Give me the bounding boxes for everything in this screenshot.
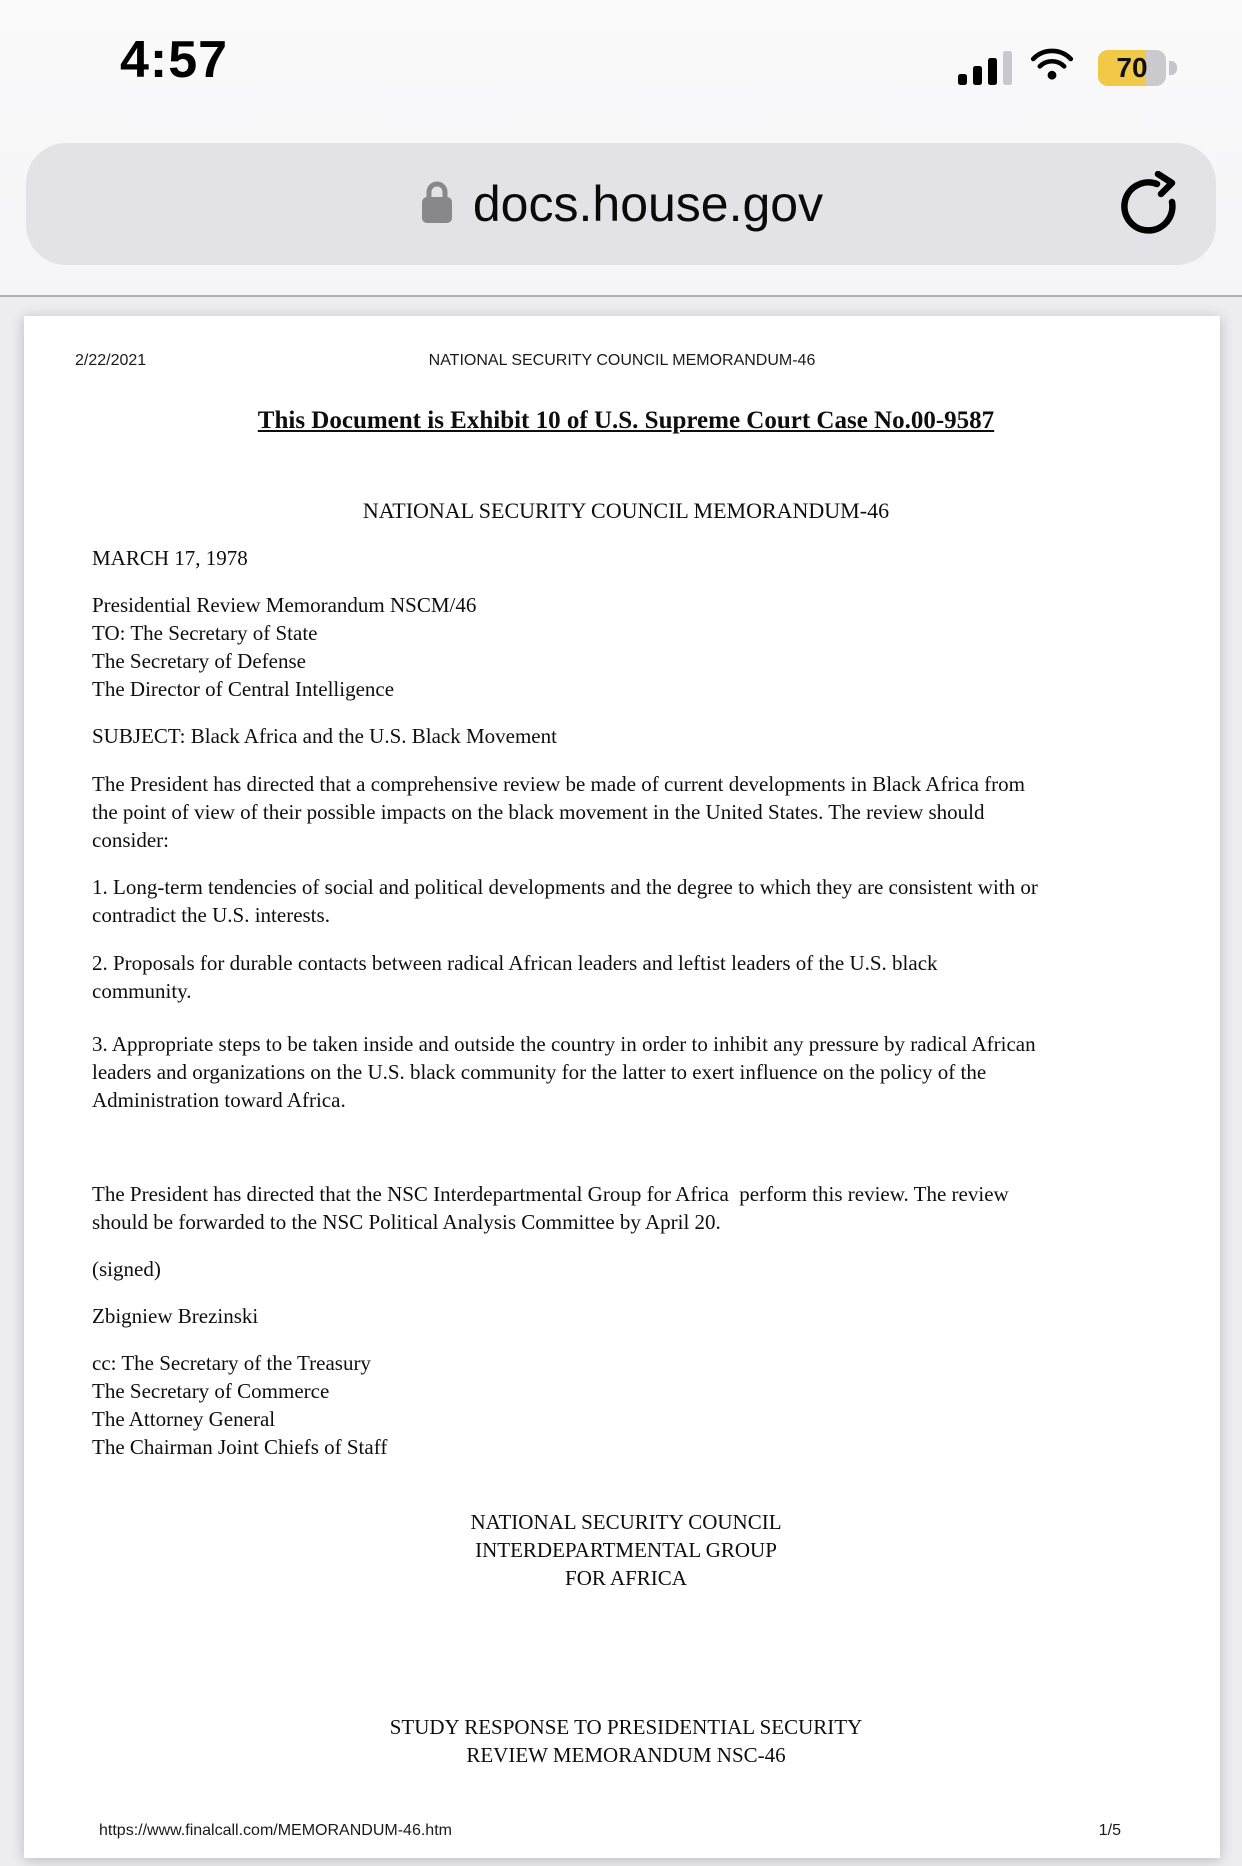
browser-chrome [0, 0, 1242, 297]
memo-signed: (signed) [92, 1257, 161, 1281]
battery-cap [1169, 61, 1177, 75]
print-header-date: 2/22/2021 [75, 352, 147, 369]
status-time: 4:57 [120, 31, 229, 89]
web-page-viewport[interactable] [0, 297, 1242, 1866]
address-domain: docs.house.gov [472, 176, 824, 232]
battery-percent: 70 [1116, 52, 1148, 83]
document-body [24, 316, 1220, 1769]
exhibit-title: This Document is Exhibit 10 of U.S. Supreme Court Case No.00-9587 [257, 407, 995, 434]
battery-icon [1098, 50, 1166, 86]
memo-signature: Zbigniew Brezinski [92, 1304, 259, 1328]
document-page [24, 316, 1220, 1858]
cellular-signal-icon [958, 49, 1020, 85]
memo-item-2: 2. Proposals for durable contacts between radical African leaders and leftist leaders of the U.S. black community. [92, 951, 938, 1003]
memo-addressees: Presidential Review Memorandum NSCM/46 TO: The Secretary of State The Secretary of Defense The Director of Central Intelligence [92, 593, 477, 701]
memo-title: NATIONAL SECURITY COUNCIL MEMORANDUM-46 [362, 498, 890, 523]
lock-icon [419, 177, 455, 232]
print-footer-page: 1/5 [1098, 1822, 1121, 1839]
memo-cc-list: cc: The Secretary of the Treasury The Secretary of Commerce The Attorney General The Chairman Joint Chiefs of Staff [92, 1351, 388, 1459]
memo-item-1: 1. Long-term tendencies of social and political developments and the degree to which they are consistent with or contradict the U.S. interests. [92, 875, 1038, 927]
memo-item-3: 3. Appropriate steps to be taken inside and outside the country in order to inhibit any pressure by radical African leaders and organizations on the U.S. black community for the latter to exert influence on the policy of the Administration toward Africa. [92, 1032, 1036, 1112]
print-footer [75, 1822, 1169, 1844]
memo-directive: The President has directed that the NSC Interdepartmental Group for Africa perform this review. The review should be forwarded to the NSC Political Analysis Committee by April 20. [92, 1182, 1009, 1234]
reload-button[interactable] [1118, 171, 1178, 237]
print-header-title: NATIONAL SECURITY COUNCIL MEMORANDUM-46 [428, 352, 816, 369]
group-heading: NATIONAL SECURITY COUNCIL INTERDEPARTMENTAL GROUP FOR AFRICA [470, 1510, 782, 1590]
print-footer-url: https://www.finalcall.com/MEMORANDUM-46.htm [99, 1822, 452, 1839]
study-heading: STUDY RESPONSE TO PRESIDENTIAL SECURITY REVIEW MEMORANDUM NSC-46 [389, 1715, 863, 1767]
address-bar[interactable] [26, 143, 1216, 265]
wifi-icon [1030, 47, 1074, 86]
memo-date: MARCH 17, 1978 [92, 546, 248, 570]
memo-paragraph: The President has directed that a comprehensive review be made of current developments in Black Africa from the point of view of their possible impacts on the black movement in the United States. The review should consider: [92, 772, 1025, 852]
memo-subject: SUBJECT: Black Africa and the U.S. Black Movement [92, 724, 557, 748]
